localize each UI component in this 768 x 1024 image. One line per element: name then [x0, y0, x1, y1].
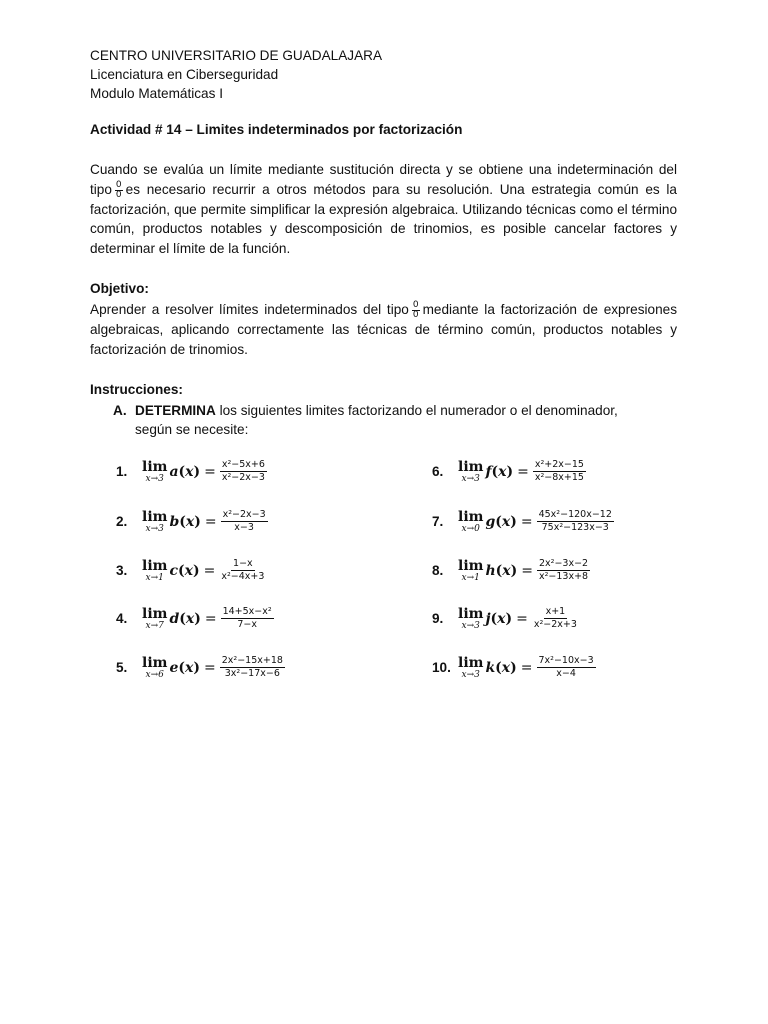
- limit-operator: [142, 559, 167, 583]
- instruction-keyword: DETERMINA: [135, 403, 216, 418]
- institution-name: CENTRO UNIVERSITARIO DE GUADALAJARA: [90, 48, 383, 63]
- function-argument: (x): [179, 513, 201, 530]
- limit-approach: x→6: [145, 669, 164, 680]
- function-variable: x: [185, 513, 195, 530]
- instruction-item: [113, 401, 673, 439]
- numerator: 45x²−120x−12: [538, 509, 612, 520]
- limit-approach: x→0: [461, 523, 480, 534]
- function-variable: x: [185, 463, 194, 480]
- equals-sign: =: [203, 562, 216, 579]
- rational-expression: [537, 509, 614, 534]
- function-name: k: [485, 659, 496, 676]
- program-name: Licenciatura en Ciberseguridad: [90, 67, 279, 82]
- denominator: x−4: [556, 668, 576, 679]
- rational-expression: [220, 459, 267, 484]
- limit-operator: [458, 559, 483, 583]
- rational-expression: [532, 606, 579, 631]
- denominator: 75x²−123x−3: [541, 522, 609, 533]
- function-variable: x: [185, 610, 195, 627]
- function-argument: (x): [495, 659, 517, 676]
- function-variable: x: [184, 562, 193, 579]
- function-variable: x: [501, 659, 511, 676]
- function-argument: (x): [178, 659, 200, 676]
- problem-item: [116, 459, 267, 484]
- function-name: c: [169, 562, 178, 579]
- problem-number: 10.: [432, 660, 451, 675]
- zero-over-zero-fraction: [412, 301, 420, 320]
- instruction-text-continued: según se necesite:: [135, 422, 249, 437]
- problem-item: [116, 606, 274, 631]
- function-name: e: [169, 659, 179, 676]
- limit-approach: x→1: [461, 572, 480, 583]
- limit-operator: [458, 510, 483, 534]
- limit-word: lim: [142, 458, 168, 475]
- problem-item: [432, 459, 586, 484]
- limit-operator: [142, 460, 167, 484]
- limit-operator: [458, 607, 483, 631]
- denominator: x−3: [234, 522, 254, 533]
- problem-item: [116, 558, 266, 583]
- function-variable: x: [185, 659, 194, 676]
- activity-title: Actividad # 14 – Limites indeterminados por factorización: [90, 122, 463, 137]
- problem-number: 6.: [432, 464, 444, 479]
- zero-over-zero-fraction: [115, 181, 123, 200]
- function-argument: (x): [495, 513, 517, 530]
- fraction-numerator: 0: [115, 179, 122, 190]
- rational-expression: [537, 558, 590, 583]
- limit-approach: x→3: [461, 473, 480, 484]
- equals-sign: =: [520, 513, 533, 530]
- objective-paragraph: [90, 300, 677, 359]
- limit-operator: [142, 607, 167, 631]
- denominator: x²−2x−3: [221, 472, 265, 483]
- denominator: x²−8x+15: [534, 472, 584, 483]
- function-argument: (x): [495, 562, 518, 579]
- rational-expression: [537, 655, 596, 680]
- limit-approach: x→1: [145, 572, 164, 583]
- function-argument: (x): [179, 610, 201, 627]
- problem-number: 2.: [116, 514, 128, 529]
- denominator: 3x²−17x−6: [224, 668, 280, 679]
- limit-word: lim: [142, 557, 168, 574]
- limit-word: lim: [458, 508, 484, 525]
- equals-sign: =: [516, 610, 528, 627]
- problem-item: [432, 558, 590, 583]
- denominator: x²−13x+8: [538, 571, 589, 582]
- limit-approach: x→7: [145, 620, 164, 631]
- problem-number: 7.: [432, 514, 444, 529]
- fraction-numerator: 0: [412, 299, 419, 310]
- rational-expression: [533, 459, 586, 484]
- intro-paragraph: [90, 160, 677, 258]
- limit-operator: [142, 656, 167, 680]
- rational-expression: [221, 509, 268, 534]
- problem-item: [432, 509, 614, 534]
- equals-sign: =: [203, 659, 216, 676]
- function-argument: (x): [490, 610, 513, 627]
- function-name: a: [169, 463, 179, 480]
- function-name: d: [169, 610, 180, 627]
- rational-expression: [221, 606, 274, 631]
- objective-text-2: mediante la factorización de expresiones algebraicas, aplicando correctamente las técnicas de término común, productos notables y factorización de trinomios.: [90, 302, 677, 357]
- limit-approach: x→3: [461, 669, 480, 680]
- limit-operator: [458, 656, 483, 680]
- function-name: h: [485, 562, 496, 579]
- instruction-label: A.: [113, 403, 127, 418]
- numerator: 2x²−15x+18: [221, 655, 283, 666]
- function-name: b: [169, 513, 180, 530]
- limit-approach: x→3: [145, 523, 164, 534]
- equals-sign: =: [521, 562, 533, 579]
- problem-number: 3.: [116, 563, 128, 578]
- numerator: x²−5x+6: [221, 459, 265, 470]
- equals-sign: =: [517, 463, 529, 480]
- objective-text-1: Aprender a resolver límites indeterminados del tipo: [90, 302, 409, 317]
- denominator: x²−2x+3: [533, 619, 577, 630]
- limit-word: lim: [142, 508, 168, 525]
- function-argument: (x): [491, 463, 514, 480]
- problem-number: 4.: [116, 611, 128, 626]
- function-variable: x: [502, 562, 511, 579]
- equals-sign: =: [204, 463, 216, 480]
- denominator: x²−4x+3: [221, 571, 265, 582]
- function-argument: (x): [177, 562, 200, 579]
- module-name: Modulo Matemáticas I: [90, 86, 223, 101]
- limit-word: lim: [458, 654, 484, 671]
- function-name: j: [485, 610, 491, 627]
- numerator: 7x²−10x−3: [538, 655, 594, 666]
- limit-word: lim: [458, 605, 484, 622]
- intro-text-1: Cuando se evalúa un límite mediante sustitución directa y se obtiene una indeterminación del tipo: [90, 162, 677, 197]
- equals-sign: =: [520, 659, 533, 676]
- problem-item: [432, 606, 579, 631]
- numerator: x²+2x−15: [534, 459, 584, 470]
- problem-item: [432, 655, 596, 680]
- problem-number: 1.: [116, 464, 128, 479]
- numerator: x+1: [545, 606, 566, 617]
- equals-sign: =: [204, 513, 217, 530]
- numerator: 2x²−3x−2: [538, 558, 589, 569]
- limit-word: lim: [142, 605, 168, 622]
- rational-expression: [219, 558, 266, 583]
- rational-expression: [220, 655, 285, 680]
- function-variable: x: [498, 463, 507, 480]
- numerator: x²−2x−3: [222, 509, 266, 520]
- problem-number: 5.: [116, 660, 128, 675]
- limit-operator: [142, 510, 167, 534]
- equals-sign: =: [204, 610, 217, 627]
- problem-item: [116, 655, 285, 680]
- limit-word: lim: [458, 557, 484, 574]
- objective-heading: Objetivo:: [90, 281, 149, 296]
- function-variable: x: [497, 610, 506, 627]
- limit-approach: x→3: [461, 620, 480, 631]
- fraction-denominator: 0: [115, 189, 122, 200]
- numerator: 14+5x−x²: [222, 606, 272, 617]
- instructions-heading: Instrucciones:: [90, 382, 183, 397]
- function-name: f: [485, 463, 492, 480]
- function-variable: x: [501, 513, 511, 530]
- denominator: 7−x: [237, 619, 257, 630]
- limit-approach: x→3: [145, 473, 164, 484]
- function-argument: (x): [178, 463, 201, 480]
- problem-number: 8.: [432, 563, 444, 578]
- limit-operator: [458, 460, 483, 484]
- problem-item: [116, 509, 268, 534]
- document-header: [90, 46, 382, 103]
- fraction-denominator: 0: [412, 309, 419, 320]
- limit-word: lim: [142, 654, 168, 671]
- function-name: g: [485, 513, 496, 530]
- limit-word: lim: [458, 458, 484, 475]
- numerator: 1−x: [233, 558, 253, 569]
- problem-number: 9.: [432, 611, 444, 626]
- intro-text-2: es necesario recurrir a otros métodos para su resolución. Una estrategia común es la factorización, que permite simplificar la expresión algebraica. Utilizando técnicas como el término común, productos notables y descomposición de trinomios, es posible cancelar factores y determinar el límite de la función.: [90, 181, 677, 256]
- instruction-text: los siguientes limites factorizando el numerador o el denominador,: [215, 403, 618, 418]
